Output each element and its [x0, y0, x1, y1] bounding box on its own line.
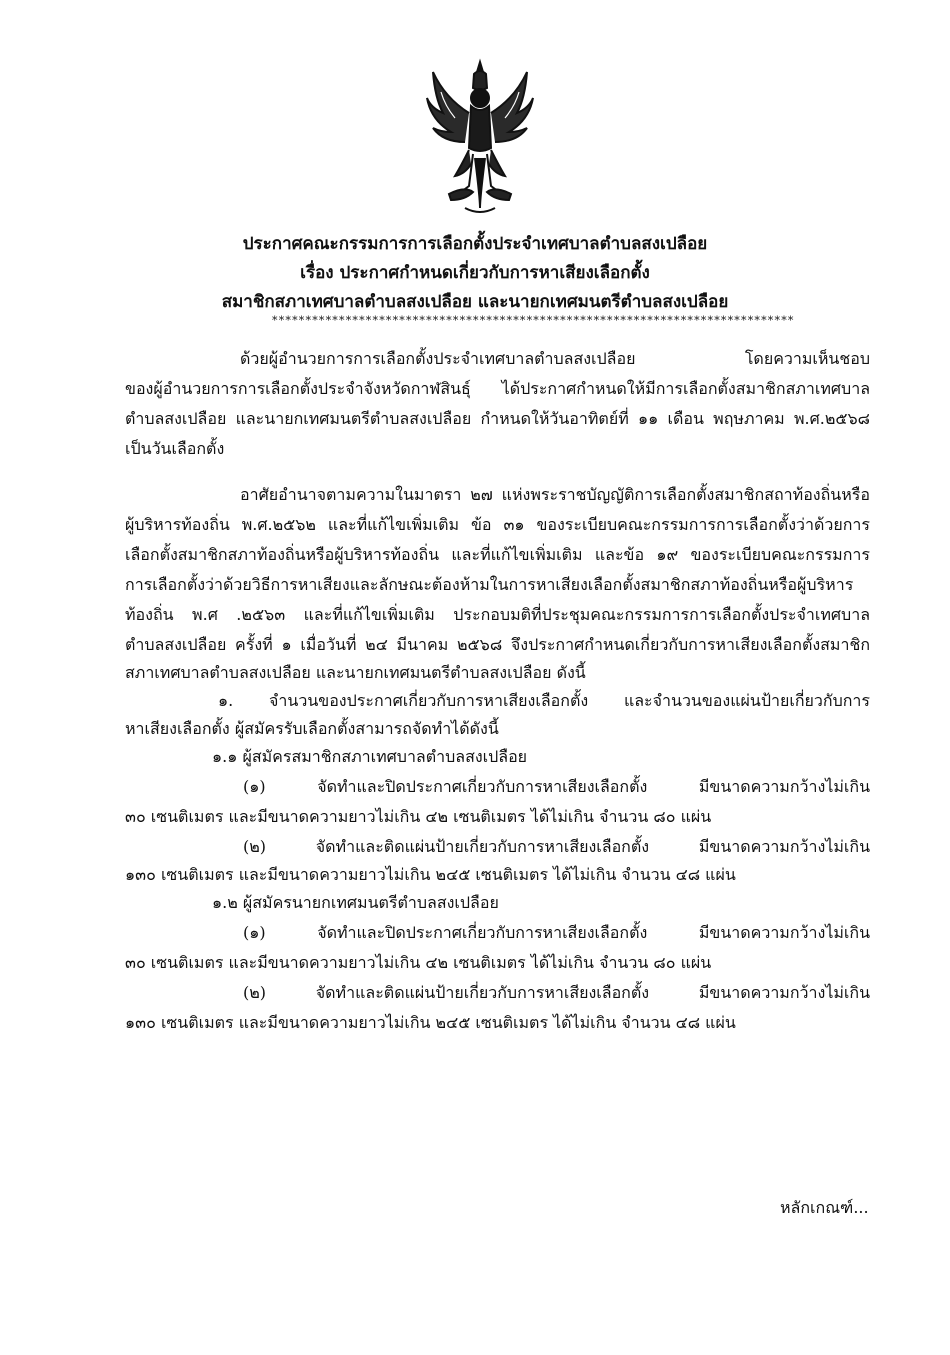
section-1-1-a-line-2: ๓๐ เซนติเมตร และมีขนาดความยาวไม่เกิน ๔๒ เซนติเมตร ได้ไม่เกิน จำนวน ๘๐ แผ่น	[125, 807, 712, 826]
announcement-subject-line2: สมาชิกสภาเทศบาลตำบลสงเปลือย และนายกเทศมนตรีตำบลสงเปลือย	[221, 292, 729, 312]
paragraph-1-line-1: ด้วยผู้อำนวยการการเลือกตั้งประจำเทศบาลตำบลสงเปลือย โดยความเห็นชอบ	[240, 349, 870, 368]
announcement-subject: เรื่อง ประกาศกำหนดเกี่ยวกับการหาเสียงเลือกตั้ง	[300, 263, 650, 283]
paragraph-2-line-6: ตำบลสงเปลือย ครั้งที่ ๑ เมื่อวันที่ ๒๔ มีนาคม ๒๕๖๘ จึงประกาศกำหนดเกี่ยวกับการหาเสียงเลือกตั้งสมาชิก	[125, 635, 870, 654]
paragraph-2-line-5: ท้องถิ่น พ.ศ .๒๕๖๓ และที่แก้ไขเพิ่มเติม ประกอบมติที่ประชุมคณะกรรมการการเลือกตั้งประจำเทศบาล	[125, 605, 870, 624]
announcement-title: ประกาศคณะกรรมการการเลือกตั้งประจำเทศบาลตำบลสงเปลือย	[242, 234, 708, 254]
paragraph-1-line-3: ตำบลสงเปลือย และนายกเทศมนตรีตำบลสงเปลือย กำหนดให้วันอาทิตย์ที่ ๑๑ เดือน พฤษภาคม พ.ศ.๒๕๖๘	[125, 409, 870, 428]
section-1-2-a-line-2: ๓๐ เซนติเมตร และมีขนาดความยาวไม่เกิน ๔๒ เซนติเมตร ได้ไม่เกิน จำนวน ๘๐ แผ่น	[125, 953, 712, 972]
paragraph-2-line-4: การเลือกตั้งว่าด้วยวิธีการหาเสียงและลักษณะต้องห้ามในการหาเสียงเลือกตั้งสมาชิกสภาท้องถิ่นหรือผู้บริหาร	[125, 575, 854, 594]
paragraph-2-line-3: เลือกตั้งสมาชิกสภาท้องถิ่นหรือผู้บริหารท้องถิ่น และที่แก้ไขเพิ่มเติม และข้อ ๑๙ ของระเบียบคณะกรรมการ	[125, 545, 870, 564]
section-1-1-b-line-1: (๒) จัดทำและติดแผ่นป้ายเกี่ยวกับการหาเสียงเลือกตั้ง มีขนาดความกว้างไม่เกิน	[243, 837, 870, 856]
paragraph-2-line-1: อาศัยอำนาจตามความในมาตรา ๒๗ แห่งพระราชบัญญัติการเลือกตั้งสมาชิกสถาท้องถิ่นหรือ	[240, 485, 870, 504]
section-1-1-b-line-2: ๑๓๐ เซนติเมตร และมีขนาดความยาวไม่เกิน ๒๔๕ เซนติเมตร ได้ไม่เกิน จำนวน ๔๘ แผ่น	[125, 865, 736, 884]
section-1-2-title: ๑.๒ ผู้สมัครนายกเทศมนตรีตำบลสงเปลือย	[212, 893, 499, 912]
garuda-emblem-icon	[425, 58, 535, 218]
continuation-marker: หลักเกณฑ์...	[780, 1198, 869, 1217]
section-1-1-a-line-1: (๑) จัดทำและปิดประกาศเกี่ยวกับการหาเสียงเลือกตั้ง มีขนาดความกว้างไม่เกิน	[243, 777, 870, 796]
section-1-2-a-line-1: (๑) จัดทำและปิดประกาศเกี่ยวกับการหาเสียงเลือกตั้ง มีขนาดความกว้างไม่เกิน	[243, 923, 870, 942]
paragraph-1-line-4: เป็นวันเลือกตั้ง	[125, 439, 225, 458]
paragraph-1-line-2: ของผู้อำนวยการการเลือกตั้งประจำจังหวัดกาฬสินธุ์ ได้ประกาศกำหนดให้มีการเลือกตั้งสมาชิกสภาเทศบาล	[125, 379, 870, 398]
header-divider: ******************************************************************************	[272, 314, 795, 327]
section-1-1-title: ๑.๑ ผู้สมัครสมาชิกสภาเทศบาลตำบลสงเปลือย	[212, 747, 528, 766]
item-1-line-2: หาเสียงเลือกตั้ง ผู้สมัครรับเลือกตั้งสามารถจัดทำได้ดังนี้	[125, 719, 499, 738]
section-1-2-b-line-2: ๑๓๐ เซนติเมตร และมีขนาดความยาวไม่เกิน ๒๔๕ เซนติเมตร ได้ไม่เกิน จำนวน ๔๘ แผ่น	[125, 1013, 736, 1032]
paragraph-2-line-2: ผู้บริหารท้องถิ่น พ.ศ.๒๕๖๒ และที่แก้ไขเพิ่มเติม ข้อ ๓๑ ของระเบียบคณะกรรมการการเลือกตั้งว่าด้วยการ	[125, 515, 870, 534]
paragraph-2-line-7: สภาเทศบาลตำบลสงเปลือย และนายกเทศมนตรีตำบลสงเปลือย ดังนี้	[125, 663, 586, 682]
section-1-2-b-line-1: (๒) จัดทำและติดแผ่นป้ายเกี่ยวกับการหาเสียงเลือกตั้ง มีขนาดความกว้างไม่เกิน	[243, 983, 870, 1002]
item-1-line-1: ๑. จำนวนของประกาศเกี่ยวกับการหาเสียงเลือกตั้ง และจำนวนของแผ่นป้ายเกี่ยวกับการ	[218, 691, 870, 710]
